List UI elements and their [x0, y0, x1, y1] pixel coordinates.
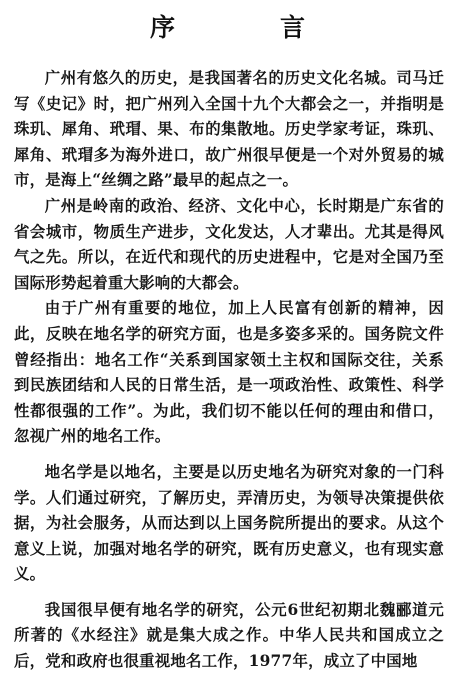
- paragraph: 我国很早便有地名学的研究，公元6世纪初期北魏郦道元所著的《水经注》就是集大成之作。中华人民共和国成立之后，党和政府也很重视地名工作，1977年，成立了中国地: [14, 600, 444, 671]
- body-text: [14, 66, 444, 675]
- paragraph: 由于广州有重要的地位，加上人民富有创新的精神，因此，反映在地名学的研究方面，也是多姿多采的。国务院文件曾经指出：地名工作“关系到国家领土主权和国际交往，关系到民族团结和人民的日常生活，是一项政治性、政策性、科学性都很强的工作”。为此，我们切不能以任何的理由和借口，忽视广州的地名工作。: [14, 299, 444, 446]
- page-title: 序 言: [149, 13, 345, 42]
- paragraph: 地名学是以地名，主要是以历史地名为研究对象的一门科学。人们通过研究，了解历史，弄清历史，为领导决策提供依据，为社会服务，从而达到以上国务院所提出的要求。从这个意义上说，加强对地名学的研究，既有历史意义，也有现实意义。: [14, 462, 444, 584]
- paragraph: 广州是岭南的政治、经济、文化中心，长时期是广东省的省会城市，物质生产进步，文化发达，人才辈出。尤其是得风气之先。所以，在近代和现代的历史进程中，它是对全国乃至国际形势起着重大影响的大都会。: [14, 196, 444, 292]
- paragraph: 广州有悠久的历史，是我国著名的历史文化名城。司马迁写《史记》时，把广州列入全国十九个大都会之一，并指明是珠玑、犀角、玳瑁、果、布的集散地。历史学家考证，珠玑、犀角、玳瑁多为海外进口，故广州很早便是一个对外贸易的城市，是海上“丝绸之路”最早的起点之一。: [14, 69, 444, 190]
